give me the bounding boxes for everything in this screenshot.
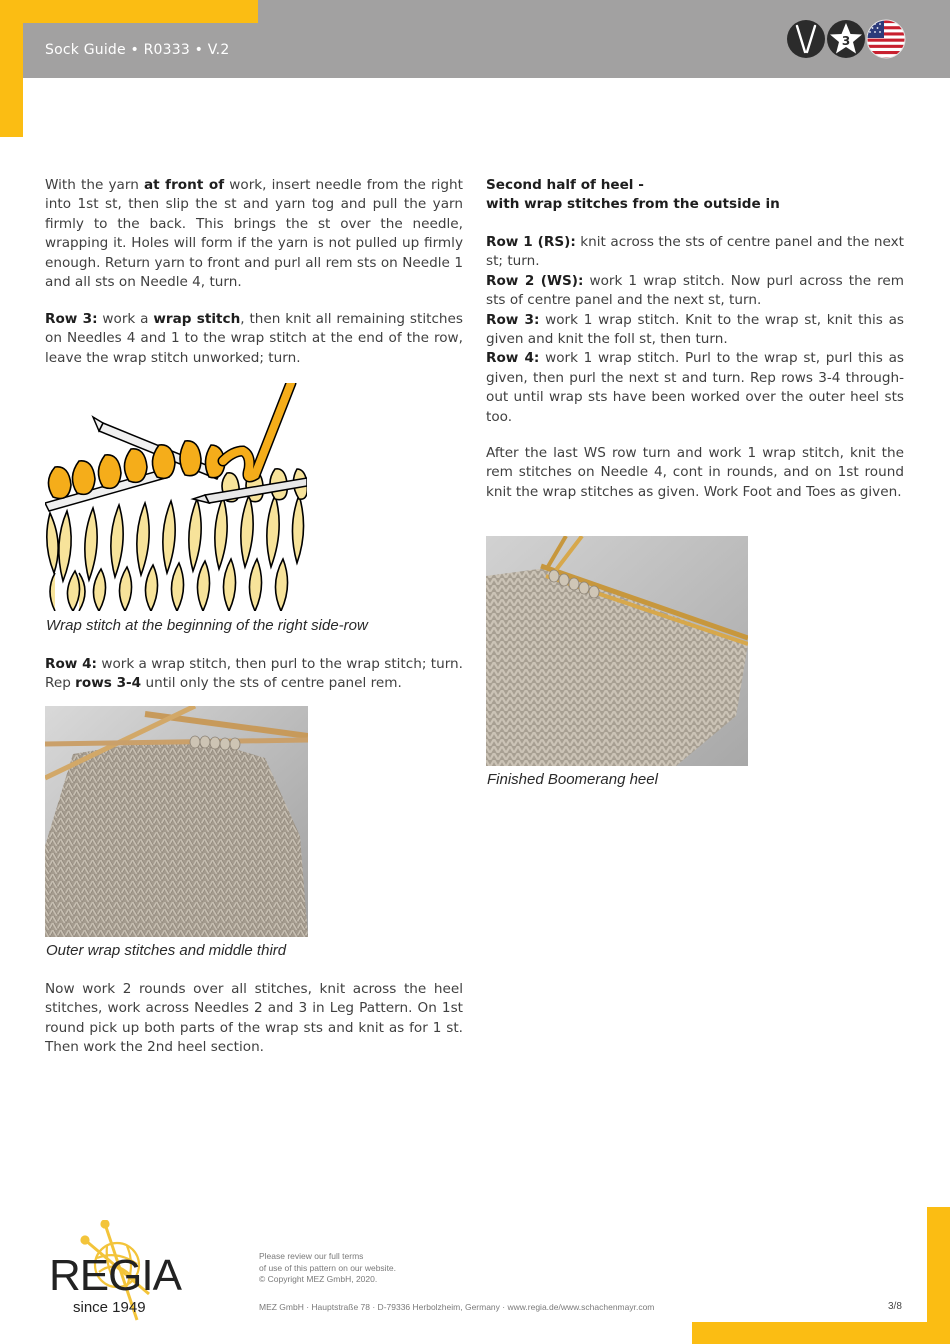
logo-since: since 1949	[73, 1299, 146, 1316]
photo-outer-wrap-stitches	[45, 706, 308, 937]
document-title: Sock Guide • R0333 • V.2	[45, 42, 230, 58]
row3-paragraph: Row 3: work a wrap stitch, then knit all remaining stitches on Needles 4 and 1 to the wrap stitch at the end of the row, leave the wrap stitch unworked; turn.	[45, 311, 463, 366]
us-flag-icon	[866, 20, 906, 60]
difficulty-level: 3	[841, 34, 851, 48]
row4-paragraph: Row 4: work a wrap stitch, then purl to the wrap stitch; turn. Rep rows 3-4 until only the sts of centre panel rem.	[45, 656, 463, 692]
photo-finished-heel	[486, 536, 748, 766]
after-ws-paragraph: After the last WS row turn and work 1 wrap stitch, knit the rem stitches on Needle 4, cont in rounds, and on 1st round knit the wrap stitches as given. Work Foot and Toes as given.	[486, 445, 904, 500]
rounds-paragraph: Now work 2 rounds over all stitches, knit across the heel stitches, work across Needles 2 and 3 in Leg Pattern. On 1st round pick up both parts of the wrap sts and knit as for 1 st. Then work the 2nd heel section.	[45, 981, 463, 1056]
regia-logo	[45, 1220, 185, 1325]
header-accent-tab	[0, 0, 258, 23]
needles-icon	[787, 20, 825, 58]
difficulty-star-icon	[827, 20, 865, 58]
row-item: Row 3: work 1 wrap stitch. Knit to the wrap st, knit this as given and knit the foll st, then turn.	[486, 311, 905, 348]
header-icons	[786, 18, 906, 60]
caption-finished-heel: Finished Boomerang heel	[487, 771, 658, 788]
section-heading: Second half of heel - with wrap stitches from the outside in	[486, 177, 780, 213]
rows-list	[486, 233, 904, 427]
caption-outer-wrap: Outer wrap stitches and middle third	[46, 942, 287, 959]
row-item: Row 4: work 1 wrap stitch. Purl to the wrap st, purl this as given, then purl the next st and turn. Rep rows 3-4 throughout until wrap sts have been worked over the outer heel sts too.	[486, 350, 904, 425]
terms-notice: Please review our full terms of use of this pattern on our website. © Copyright MEZ GmbH, 2020.	[259, 1251, 397, 1284]
company-address: MEZ GmbH · Hauptstraße 78 · D-79336 Herbolzheim, Germany · www.regia.de/www.schachenmayr.com	[259, 1302, 655, 1312]
wrap-stitch-illustration	[45, 383, 307, 611]
page-number: 3/8	[888, 1301, 902, 1312]
logo-wordmark: REGIA	[49, 1251, 181, 1300]
row-item: Row 2 (WS): work 1 wrap stitch. Now purl across the rem sts of centre panel and the next st, turn.	[486, 272, 905, 309]
header-accent-side	[0, 0, 23, 137]
intro-paragraph: With the yarn at front of work, insert needle from the right into 1st st, then slip the st and yarn tog and pull the yarn firmly to the back. This brings the st over the needle, wrapping it. Holes will form if the yarn is not pulled up firmly enough. Return yarn to front and purl all rem sts on Needle 1 and all sts on Needle 4, turn.	[45, 177, 463, 291]
footer-accent-bottom	[692, 1322, 950, 1344]
row-item: Row 1 (RS): knit across the sts of centre panel and the next st; turn.	[486, 234, 904, 270]
caption-wrap-stitch: Wrap stitch at the beginning of the right side-row	[46, 617, 368, 634]
